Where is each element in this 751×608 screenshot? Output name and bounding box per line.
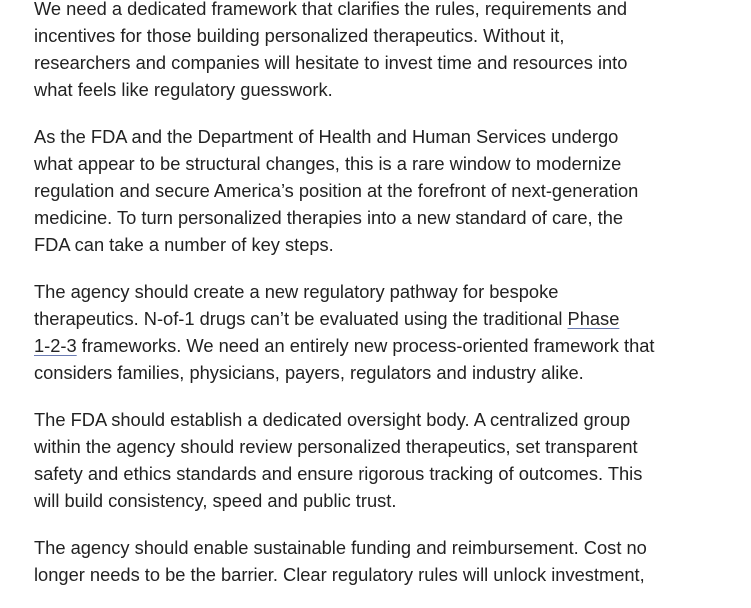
phase-1-2-3-link-continued[interactable]: 1-2-3 bbox=[34, 335, 77, 356]
paragraph-framework bbox=[34, 0, 734, 103]
paragraph-funding bbox=[34, 534, 734, 588]
text-line: The FDA should establish a dedicated oversight body. A centralized group bbox=[34, 409, 631, 430]
text-line bbox=[34, 305, 734, 332]
text-line: regulation and secure America’s position at the forefront of next-generation bbox=[34, 180, 639, 201]
text-line: researchers and companies will hesitate to invest time and resources into bbox=[34, 52, 628, 73]
text-line: will build consistency, speed and public trust. bbox=[34, 490, 397, 511]
paragraph-oversight-body bbox=[34, 406, 734, 514]
phase-1-2-3-link[interactable]: Phase bbox=[567, 308, 620, 329]
paragraph-regulatory-pathway bbox=[34, 278, 734, 386]
text-line: within the agency should review personalized therapeutics, set transparent bbox=[34, 436, 638, 457]
text-line: We need a dedicated framework that clarifies the rules, requirements and bbox=[34, 0, 628, 19]
text-line: what appear to be structural changes, this is a rare window to modernize bbox=[34, 153, 622, 174]
text-line: safety and ethics standards and ensure rigorous tracking of outcomes. This bbox=[34, 463, 643, 484]
text-line: incentives for those building personalized therapeutics. Without it, bbox=[34, 25, 565, 46]
text-line: As the FDA and the Department of Health and Human Services undergo bbox=[34, 126, 619, 147]
text-line: longer needs to be the barrier. Clear regulatory rules will unlock investment, bbox=[34, 564, 645, 585]
paragraph-fda-window bbox=[34, 123, 734, 258]
text-line: FDA can take a number of key steps. bbox=[34, 234, 334, 255]
text-segment: therapeutics. N-of-1 drugs can’t be evaluated using the traditional bbox=[34, 308, 568, 329]
article-body bbox=[34, 0, 734, 608]
text-segment: frameworks. We need an entirely new process-oriented framework that bbox=[76, 335, 655, 356]
text-line: medicine. To turn personalized therapies into a new standard of care, the bbox=[34, 207, 624, 228]
text-line: considers families, physicians, payers, regulators and industry alike. bbox=[34, 362, 584, 383]
text-line: The agency should enable sustainable funding and reimbursement. Cost no bbox=[34, 537, 647, 558]
text-line: what feels like regulatory guesswork. bbox=[34, 79, 333, 100]
text-line: The agency should create a new regulatory pathway for bespoke bbox=[34, 281, 559, 302]
text-line bbox=[34, 332, 734, 359]
